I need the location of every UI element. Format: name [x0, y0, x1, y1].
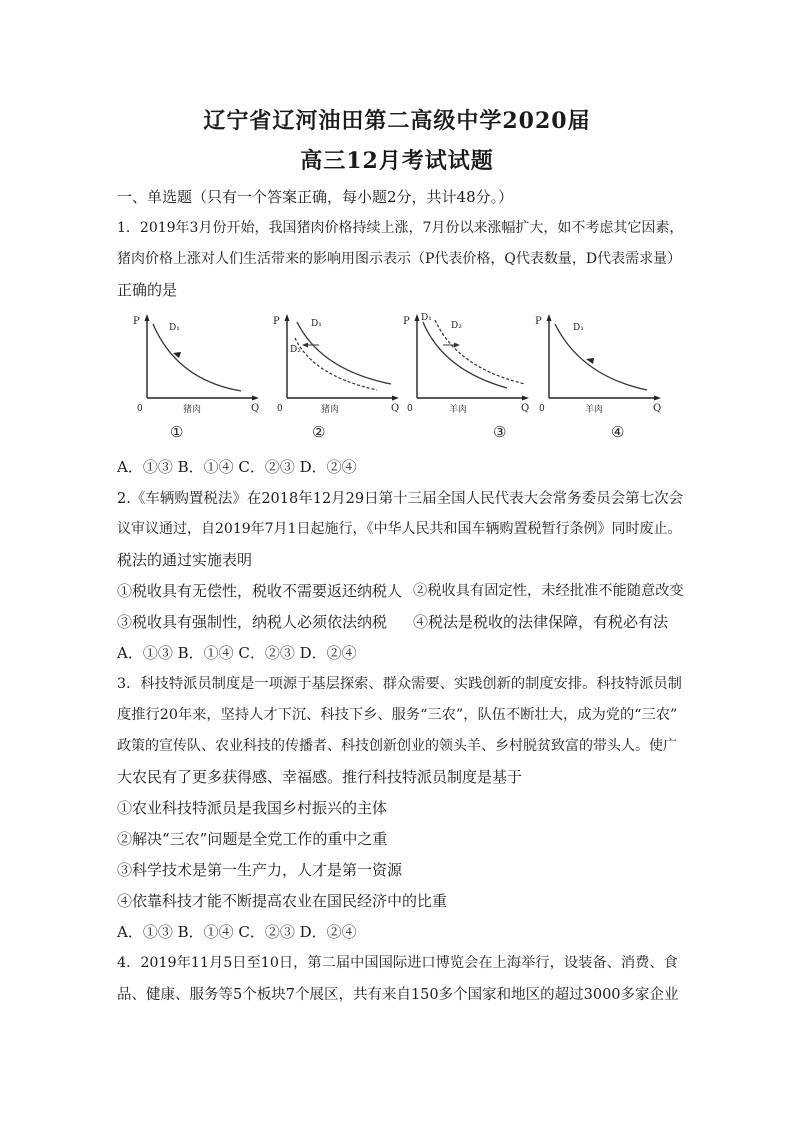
q2-line-2: 议审议通过，自2019年7月1日起施行，《中华人民共和国车辆购置税暂行条例》同时废止。	[117, 521, 682, 537]
origin-label: 0	[539, 404, 545, 414]
q-axis-label: Q	[391, 403, 400, 414]
q3-line-4: 大农民有了更多获得感、幸福感。推行科技特派员制度是基于	[117, 768, 523, 786]
q4-line-1: 4．2019年11月5日至10日，第二届中国国际进口博览会在上海举行，设装备、消费、食	[117, 955, 678, 971]
q2-option-4: ④税法是税收的法律保障，有税必有法	[413, 613, 669, 631]
product-label: 猪肉	[183, 405, 202, 415]
curve-label-d1: D₁	[421, 313, 432, 323]
q3-line-2: 度推行20年来，坚持人才下沉、科技下乡、服务“三农”，队伍不断壮大，成为党的“三农”	[117, 707, 678, 723]
demand-graph-1	[125, 308, 265, 442]
q3-line-1: 3．科技特派员制度是一项源于基层探索、群众需要、实践创新的制度安排。科技特派员制	[117, 676, 682, 692]
curve-label-d2: D₂	[451, 321, 462, 331]
q3-answer-choices: A．①③ B．①④ C．②③ D．②④	[117, 923, 357, 941]
q3-option-4: ④依靠科技才能不断提高农业在国民经济中的比重	[117, 892, 448, 910]
curve-label-d1: D₁	[311, 319, 322, 329]
curve-label-d2: D₂	[290, 345, 301, 355]
figure-caption: ②	[312, 423, 326, 441]
figure-caption: ④	[611, 423, 625, 441]
origin-label: 0	[137, 404, 143, 414]
q2-option-3: ③税收具有强制性，纳税人必须依法纳税	[117, 613, 388, 631]
q-axis-label: Q	[251, 403, 260, 414]
q-axis-label: Q	[653, 403, 662, 414]
q3-option-2: ②解决“三农”问题是全党工作的重中之重	[117, 830, 388, 848]
q2-option-2: ②税收具有固定性，未经批准不能随意改变	[413, 583, 684, 599]
q1-line-1: 1．2019年3月份开始，我国猪肉价格持续上涨，7月份以来涨幅扩大，如不考虑其它因素，	[117, 220, 684, 236]
figure-caption: ③	[493, 423, 507, 441]
document-subtitle: 高三12月考试试题	[300, 148, 494, 174]
demand-graph-3	[395, 308, 535, 442]
q3-option-3: ③科学技术是第一生产力，人才是第一资源	[117, 861, 403, 879]
q1-line-2: 猪肉价格上涨对人们生活带来的影响用图示表示（P代表价格，Q代表数量，D代表需求量）	[117, 251, 682, 267]
q3-option-1: ①农业科技特派员是我国乡村振兴的主体	[117, 799, 388, 817]
curve-label-d1: D₁	[169, 323, 180, 333]
q3-line-3: 政策的宣传队、农业科技的传播者、科技创新创业的领头羊、乡村脱贫致富的带头人。使广	[117, 738, 677, 754]
q2-line-3: 税法的通过实施表明	[117, 551, 253, 569]
p-axis-label: P	[273, 316, 280, 327]
demand-graph-2	[265, 308, 405, 442]
origin-label: 0	[407, 404, 413, 414]
document-title: 辽宁省辽河油田第二高级中学2020届	[203, 108, 591, 134]
q1-answer-choices: A．①③ B．①④ C．②③ D．②④	[117, 458, 357, 476]
figure-caption: ①	[170, 423, 184, 441]
curve-label-d1: D₁	[573, 323, 584, 333]
origin-label: 0	[277, 404, 283, 414]
section-heading: 一、单选题（只有一个答案正确，每小题2分，共计48分。）	[117, 188, 514, 206]
demand-graph-4	[527, 308, 667, 442]
q2-option-1: ①税收具有无偿性，税收不需要返还纳税人	[117, 582, 403, 600]
q-axis-label: Q	[521, 403, 530, 414]
product-label: 羊肉	[585, 405, 604, 415]
q4-line-2: 品、健康、服务等5个板块7个展区，共有来自150多个国家和地区的超过3000多家企业	[117, 987, 679, 1003]
p-axis-label: P	[403, 316, 410, 327]
q2-line-1: 2.《车辆购置税法》在2018年12月29日第十三届全国人民代表大会常务委员会第七次会	[117, 491, 684, 507]
q1-line-3: 正确的是	[117, 281, 178, 299]
product-label: 羊肉	[449, 405, 468, 415]
product-label: 猪肉	[321, 405, 340, 415]
p-axis-label: P	[535, 316, 542, 327]
q2-answer-choices: A．①③ B．①④ C．②③ D．②④	[117, 644, 357, 662]
p-axis-label: P	[133, 316, 140, 327]
